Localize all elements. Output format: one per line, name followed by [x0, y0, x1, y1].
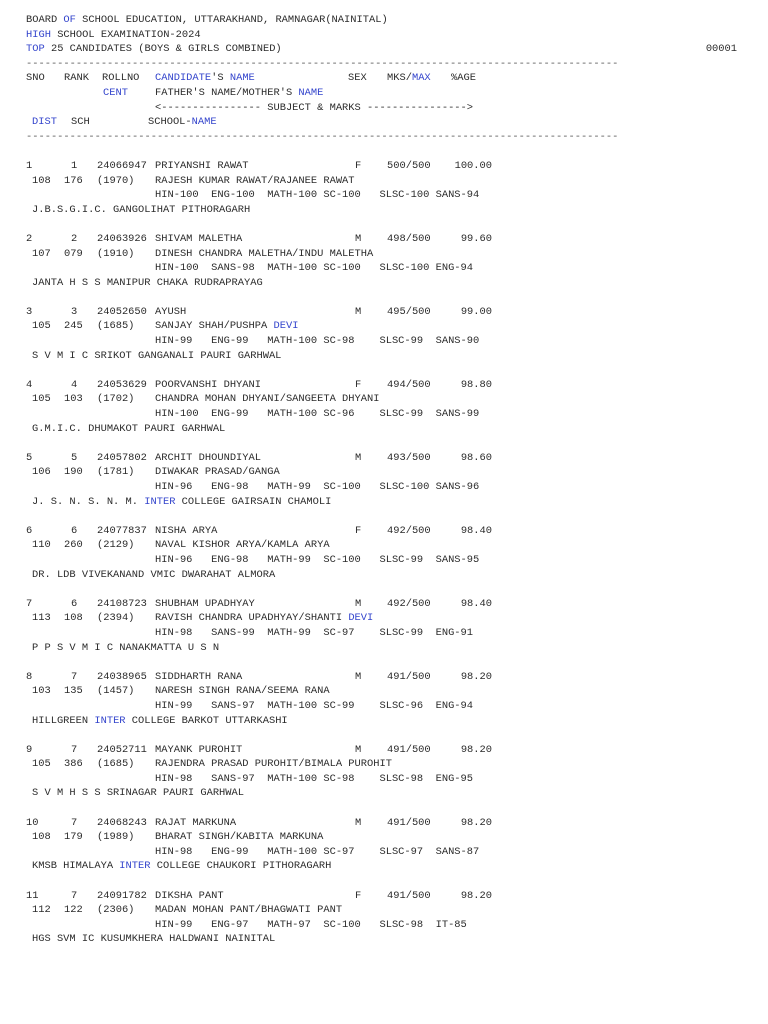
roll-number: 24057802 [97, 451, 147, 464]
centre-code: 122 [64, 904, 83, 917]
marks-total: 491/500 [387, 816, 431, 829]
centre-code: 079 [64, 247, 83, 260]
rank: 2 [71, 232, 78, 245]
marks-total: 491/500 [387, 670, 431, 683]
serial-number: 2 [26, 232, 33, 245]
candidate-name: PRIYANSHI RAWAT [155, 159, 249, 172]
percentage: 98.40 [460, 524, 492, 537]
candidate-school-line [26, 203, 746, 218]
roll-number: 24053629 [97, 378, 147, 391]
subject-marks: HIN-100 SANS-98 MATH-100 SC-100 SLSC-100 ENG-94 [155, 262, 474, 275]
divider-top: ----------------------------------------------------------------------------------------------- [26, 57, 619, 70]
district-code: 110 [32, 539, 51, 552]
candidate-main-line [26, 524, 746, 539]
school-name: J. S. N. S. N. M. INTER COLLEGE GAIRSAIN CHAMOLI [32, 495, 332, 508]
candidate-parents-line [26, 392, 746, 407]
parents-names: SANJAY SHAH/PUSHPA DEVI [155, 320, 299, 333]
candidate-school-line [26, 714, 746, 729]
sex: M [355, 743, 362, 756]
serial-number: 3 [26, 305, 33, 318]
percentage: 99.60 [460, 232, 492, 245]
marks-total: 492/500 [387, 597, 431, 610]
school-name: S V M H S S SRINAGAR PAURI GARHWAL [32, 787, 245, 800]
centre-code: 386 [64, 758, 83, 771]
school-code: (1457) [97, 685, 135, 698]
sex: F [355, 524, 362, 537]
candidate-main-line [26, 743, 746, 758]
candidate-name: SHIVAM MALETHA [155, 232, 243, 245]
parents-names: RAJESH KUMAR RAWAT/RAJANEE RAWAT [155, 174, 355, 187]
district-code: 107 [32, 247, 51, 260]
roll-number: 24052711 [97, 743, 147, 756]
candidate-school-line [26, 349, 746, 364]
sex: M [355, 305, 362, 318]
percentage: 100.00 [454, 159, 492, 172]
school-name: G.M.I.C. DHUMAKOT PAURI GARHWAL [32, 422, 226, 435]
exam-title: HIGH SCHOOL EXAMINATION-2024 [26, 28, 201, 41]
candidate-school-line [26, 932, 746, 947]
candidate-name: NISHA ARYA [155, 524, 218, 537]
candidate-main-line [26, 159, 746, 174]
parents-names: DIWAKAR PRASAD/GANGA [155, 466, 280, 479]
candidate-record [26, 524, 746, 582]
column-header-3: <---------------- SUBJECT & MARKS ----------------> [155, 101, 474, 114]
marks-total: 492/500 [387, 524, 431, 537]
parents-names: MADAN MOHAN PANT/BHAGWATI PANT [155, 904, 343, 917]
candidate-record [26, 378, 746, 436]
rank: 3 [71, 305, 78, 318]
candidate-parents-line [26, 684, 746, 699]
sex: F [355, 889, 362, 902]
school-code: (1702) [97, 393, 135, 406]
candidate-school-line [26, 422, 746, 437]
subject-marks: HIN-100 ENG-99 MATH-100 SC-96 SLSC-99 SANS-99 [155, 408, 480, 421]
candidate-record [26, 305, 746, 363]
marks-total: 495/500 [387, 305, 431, 318]
parents-names: NAVAL KISHOR ARYA/KAMLA ARYA [155, 539, 330, 552]
percentage: 98.20 [460, 816, 492, 829]
candidate-record [26, 816, 746, 874]
rank: 7 [71, 889, 78, 902]
school-name: HILLGREEN INTER COLLEGE BARKOT UTTARKASHI [32, 714, 288, 727]
serial-number: 6 [26, 524, 33, 537]
roll-number: 24091782 [97, 889, 147, 902]
candidate-name: MAYANK PUROHIT [155, 743, 243, 756]
candidate-record [26, 451, 746, 509]
percentage: 98.80 [460, 378, 492, 391]
candidate-record [26, 159, 746, 217]
candidate-name: SHUBHAM UPADHYAY [155, 597, 255, 610]
school-name: KMSB HIMALAYA INTER COLLEGE CHAUKORI PITHORAGARH [32, 860, 332, 873]
marks-total: 493/500 [387, 451, 431, 464]
school-code: (1685) [97, 320, 135, 333]
parents-names: NARESH SINGH RANA/SEEMA RANA [155, 685, 330, 698]
candidate-name: DIKSHA PANT [155, 889, 224, 902]
subject-marks: HIN-98 SANS-99 MATH-99 SC-97 SLSC-99 ENG-91 [155, 626, 474, 639]
rank: 5 [71, 451, 78, 464]
roll-number: 24038965 [97, 670, 147, 683]
rank: 7 [71, 743, 78, 756]
candidate-main-line [26, 232, 746, 247]
marks-total: 494/500 [387, 378, 431, 391]
serial-number: 1 [26, 159, 33, 172]
school-code: (2129) [97, 539, 135, 552]
district-code: 105 [32, 320, 51, 333]
candidate-name: POORVANSHI DHYANI [155, 378, 262, 391]
parents-names: RAJENDRA PRASAD PUROHIT/BIMALA PUROHIT [155, 758, 392, 771]
candidate-name: ARCHIT DHOUNDIYAL [155, 451, 262, 464]
candidate-subjects-line [26, 626, 746, 641]
sex: M [355, 597, 362, 610]
sex: M [355, 451, 362, 464]
candidate-school-line [26, 786, 746, 801]
district-code: 108 [32, 174, 51, 187]
roll-number: 24108723 [97, 597, 147, 610]
result-document [26, 13, 746, 947]
candidate-record [26, 597, 746, 655]
percentage: 99.00 [460, 305, 492, 318]
rank: 1 [71, 159, 78, 172]
candidate-parents-line [26, 465, 746, 480]
percentage: 98.20 [460, 889, 492, 902]
candidate-main-line [26, 451, 746, 466]
roll-number: 24052650 [97, 305, 147, 318]
marks-total: 491/500 [387, 743, 431, 756]
school-code: (1970) [97, 174, 135, 187]
parents-names: RAVISH CHANDRA UPADHYAY/SHANTI DEVI [155, 612, 374, 625]
centre-code: 103 [64, 393, 83, 406]
candidate-subjects-line [26, 188, 746, 203]
rank: 4 [71, 378, 78, 391]
marks-total: 500/500 [387, 159, 431, 172]
sex: M [355, 816, 362, 829]
parents-names: BHARAT SINGH/KABITA MARKUNA [155, 831, 324, 844]
candidate-school-line [26, 568, 746, 583]
centre-code: 179 [64, 831, 83, 844]
subject-marks: HIN-99 ENG-97 MATH-97 SC-100 SLSC-98 IT-85 [155, 918, 467, 931]
board-title: BOARD OF SCHOOL EDUCATION, UTTARAKHAND, RAMNAGAR(NAINITAL) [26, 14, 388, 26]
list-title: TOP 25 CANDIDATES (BOYS & GIRLS COMBINED) 00001 [26, 43, 737, 56]
candidate-subjects-line [26, 407, 746, 422]
district-code: 105 [32, 393, 51, 406]
school-code: (1781) [97, 466, 135, 479]
candidate-subjects-line [26, 334, 746, 349]
centre-code: 260 [64, 539, 83, 552]
parents-names: CHANDRA MOHAN DHYANI/SANGEETA DHYANI [155, 393, 380, 406]
candidate-list [26, 159, 746, 947]
subject-marks: HIN-100 ENG-100 MATH-100 SC-100 SLSC-100 SANS-94 [155, 189, 480, 202]
candidate-record [26, 889, 746, 947]
subject-marks: HIN-96 ENG-98 MATH-99 SC-100 SLSC-99 SANS-95 [155, 553, 480, 566]
candidate-name: RAJAT MARKUNA [155, 816, 237, 829]
candidate-subjects-line [26, 261, 746, 276]
school-code: (1910) [97, 247, 135, 260]
rank: 7 [71, 670, 78, 683]
candidate-name: AYUSH [155, 305, 187, 318]
school-name: JANTA H S S MANIPUR CHAKA RUDRAPRAYAG [32, 276, 263, 289]
school-code: (2394) [97, 612, 135, 625]
candidate-main-line [26, 889, 746, 904]
candidate-parents-line [26, 757, 746, 772]
candidate-name: SIDDHARTH RANA [155, 670, 243, 683]
roll-number: 24063926 [97, 232, 147, 245]
candidate-record [26, 670, 746, 728]
roll-number: 24077837 [97, 524, 147, 537]
marks-total: 491/500 [387, 889, 431, 902]
candidate-main-line [26, 597, 746, 612]
centre-code: 190 [64, 466, 83, 479]
district-code: 108 [32, 831, 51, 844]
subject-marks: HIN-98 SANS-97 MATH-100 SC-98 SLSC-98 ENG-95 [155, 772, 474, 785]
candidate-main-line [26, 378, 746, 393]
candidate-subjects-line [26, 480, 746, 495]
candidate-parents-line [26, 319, 746, 334]
column-header-2: CENT FATHER'S NAME/MOTHER'S NAME [103, 86, 324, 99]
centre-code: 245 [64, 320, 83, 333]
sex: M [355, 670, 362, 683]
centre-code: 176 [64, 174, 83, 187]
district-code: 112 [32, 904, 51, 917]
candidate-main-line [26, 305, 746, 320]
percentage: 98.20 [460, 743, 492, 756]
roll-number: 24066947 [97, 159, 147, 172]
subject-marks: HIN-96 ENG-98 MATH-99 SC-100 SLSC-100 SANS-96 [155, 481, 480, 493]
district-code: 106 [32, 466, 51, 479]
candidate-school-line [26, 495, 746, 510]
candidate-parents-line [26, 247, 746, 262]
serial-number: 5 [26, 451, 33, 464]
subject-marks: HIN-98 ENG-99 MATH-100 SC-97 SLSC-97 SANS-87 [155, 845, 480, 858]
rank: 7 [71, 816, 78, 829]
candidate-subjects-line [26, 845, 746, 860]
school-name: J.B.S.G.I.C. GANGOLIHAT PITHORAGARH [32, 203, 251, 216]
percentage: 98.60 [460, 451, 492, 464]
column-header-4: DIST SCH SCHOOL-NAME [32, 116, 217, 129]
centre-code: 108 [64, 612, 83, 625]
school-name: HGS SVM IC KUSUMKHERA HALDWANI NAINITAL [32, 933, 276, 946]
school-code: (2306) [97, 904, 135, 917]
sex: F [355, 378, 362, 391]
serial-number: 8 [26, 670, 33, 683]
page-number: 00001 [705, 43, 737, 56]
parents-names: DINESH CHANDRA MALETHA/INDU MALETHA [155, 247, 374, 260]
serial-number: 7 [26, 597, 33, 610]
serial-number: 11 [26, 889, 39, 902]
candidate-parents-line [26, 830, 746, 845]
candidate-subjects-line [26, 918, 746, 933]
school-name: S V M I C SRIKOT GANGANALI PAURI GARHWAL [32, 349, 282, 362]
rank: 6 [71, 524, 78, 537]
subject-marks: HIN-99 ENG-99 MATH-100 SC-98 SLSC-99 SANS-90 [155, 335, 480, 348]
candidate-main-line [26, 816, 746, 831]
candidate-parents-line [26, 903, 746, 918]
school-code: (1685) [97, 758, 135, 771]
column-header-1: SNO RANK ROLLNO CANDIDATE'S NAME SEX MKS/MAX %AGE [26, 72, 476, 85]
sex: M [355, 232, 362, 245]
divider-header: ----------------------------------------------------------------------------------------------- [26, 130, 619, 143]
percentage: 98.20 [460, 670, 492, 683]
percentage: 98.40 [460, 597, 492, 610]
sex: F [355, 159, 362, 172]
centre-code: 135 [64, 685, 83, 698]
candidate-subjects-line [26, 553, 746, 568]
roll-number: 24068243 [97, 816, 147, 829]
candidate-parents-line [26, 538, 746, 553]
candidate-record [26, 232, 746, 290]
candidate-record [26, 743, 746, 801]
marks-total: 498/500 [387, 232, 431, 245]
serial-number: 4 [26, 378, 33, 391]
candidate-school-line [26, 859, 746, 874]
candidate-subjects-line [26, 772, 746, 787]
candidate-parents-line [26, 174, 746, 189]
school-code: (1989) [97, 831, 135, 844]
school-name: P P S V M I C NANAKMATTA U S N [32, 641, 220, 654]
serial-number: 10 [26, 816, 39, 829]
district-code: 113 [32, 612, 51, 625]
candidate-parents-line [26, 611, 746, 626]
rank: 6 [71, 597, 78, 610]
candidate-school-line [26, 276, 746, 291]
candidate-school-line [26, 641, 746, 656]
serial-number: 9 [26, 743, 33, 756]
district-code: 105 [32, 758, 51, 771]
school-name: DR. LDB VIVEKANAND VMIC DWARAHAT ALMORA [32, 568, 276, 581]
district-code: 103 [32, 685, 51, 698]
subject-marks: HIN-99 SANS-97 MATH-100 SC-99 SLSC-96 ENG-94 [155, 699, 474, 712]
candidate-main-line [26, 670, 746, 685]
candidate-subjects-line [26, 699, 746, 714]
